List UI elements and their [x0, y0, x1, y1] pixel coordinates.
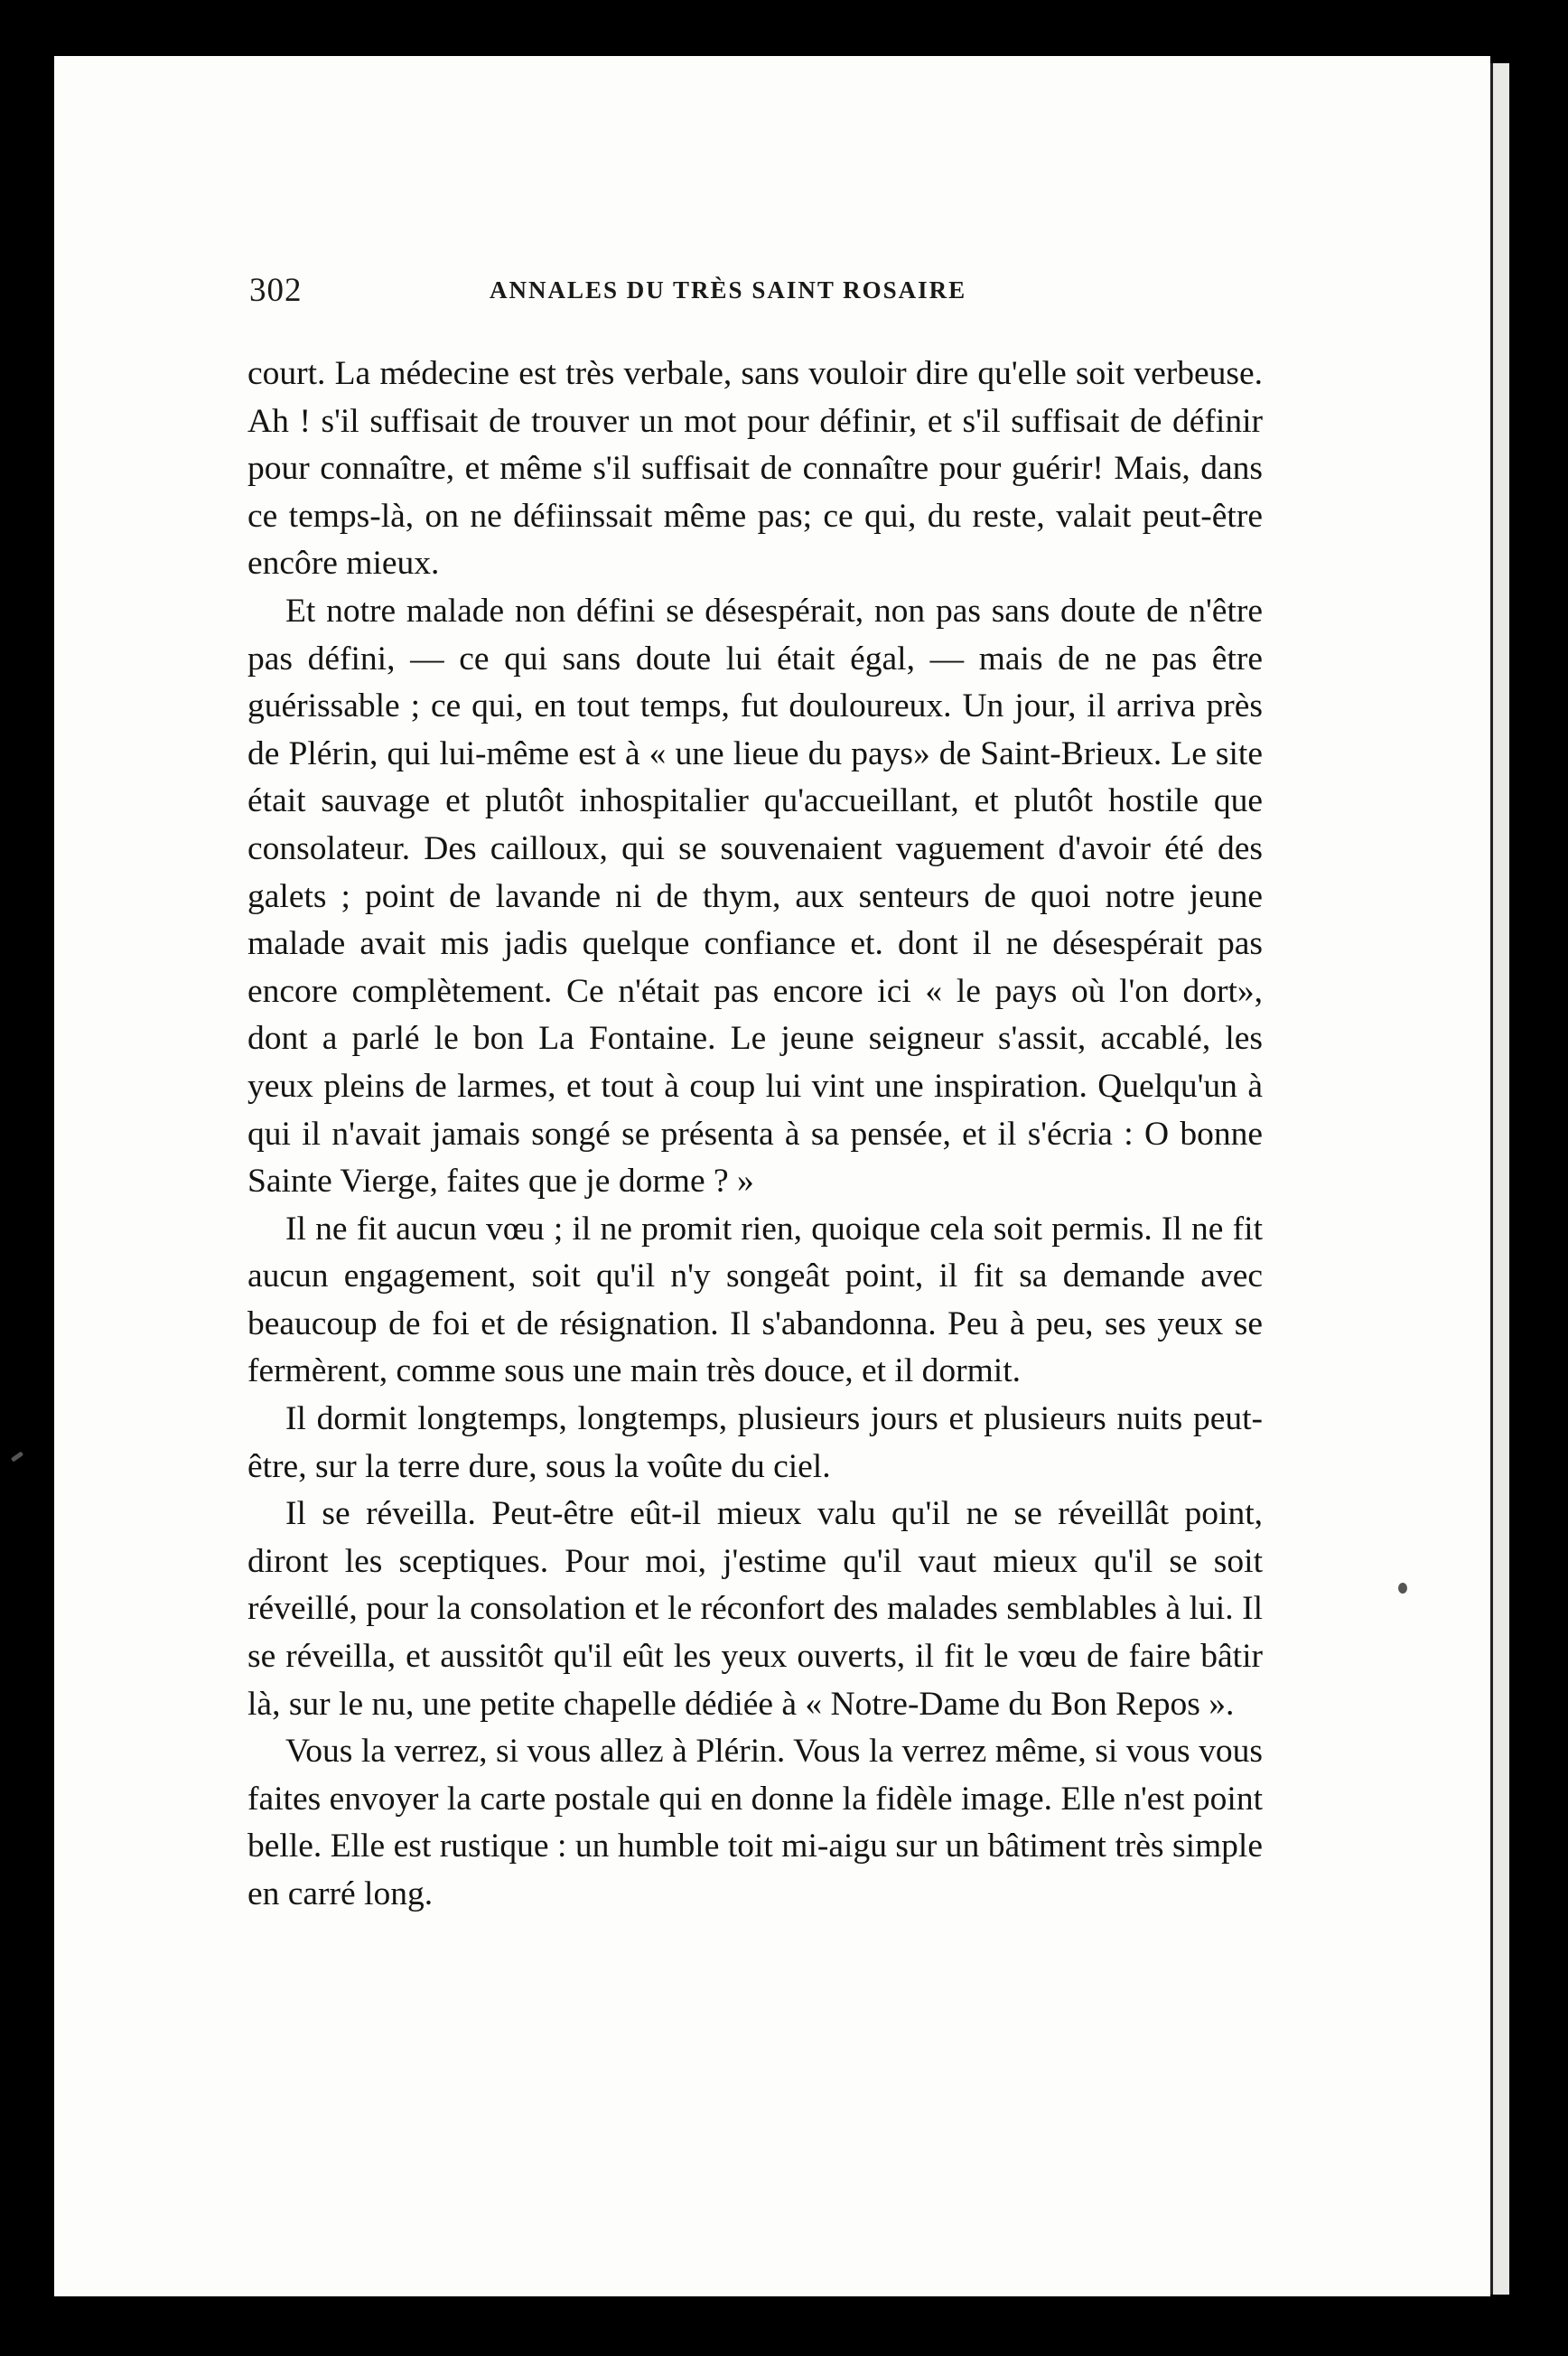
running-title: ANNALES DU TRÈS SAINT ROSAIRE: [490, 276, 967, 304]
scan-speck: [1398, 1583, 1407, 1594]
paragraph: Il se réveilla. Peut-être eût-il mieux valu qu'il ne se réveillât point, diront les sceptiques. Pour moi, j'estime qu'il vaut mieux qu'il se soit réveillé, pour la consolation et le réconfort des malades semblables à lui. Il se réveilla, et aussitôt qu'il eût les yeux ouverts, il fit le vœu de faire bâtir là, sur le nu, une petite chapelle dédiée à « Notre-Dame du Bon Repos ».: [247, 1495, 1263, 1723]
page-number: 302: [249, 272, 303, 309]
body-text: [247, 351, 1263, 1919]
paragraph: Et notre malade non défini se désespérait, non pas sans doute de n'être pas défini, — ce qui sans doute lui était égal, — mais de ne pas être guérissable ; ce qui, en tout temps, fut douloureux. Un jour, il arriva près de Plérin, qui lui-même est à « une lieue du pays» de Saint-Brieux. Le site était sauvage et plutôt inhospitalier qu'accueillant, et plutôt hostile que consolateur. Des cailloux, qui se souvenaient vaguement d'avoir été des galets ; point de lavande ni de thym, aux senteurs de quoi notre jeune malade avait mis jadis quelque confiance et. dont il ne désespérait pas encore complètement. Ce n'était pas encore ici « le pays où l'on dort», dont a parlé le bon La Fontaine. Le jeune seigneur s'assit, accablé, les yeux pleins de larmes, et tout à coup lui vint une inspiration. Quelqu'un à qui il n'avait jamais songé se présenta à sa pensée, et il s'écria : O bonne Sainte Vierge, faites que je dorme ? »: [247, 592, 1263, 1201]
next-page-edge: [1490, 63, 1509, 2295]
paragraph: Il ne fit aucun vœu ; il ne promit rien, quoique cela soit permis. Il ne fit aucun engagement, soit qu'il n'y songeât point, il fit sa demande avec beaucoup de foi et de résignation. Il s'abandonna. Peu à peu, ses yeux se fermèrent, comme sous une main très douce, et il dormit.: [247, 1210, 1263, 1390]
scan-speck: [11, 1451, 23, 1462]
paragraph: court. La médecine est très verbale, sans vouloir dire qu'elle soit verbeuse. Ah ! s'il suffisait de trouver un mot pour définir, et s'il suffisait de définir pour connaître, et même s'il suffisait de connaître pour guérir! Mais, dans ce temps-là, on ne défiinssait même pas; ce qui, du reste, valait peut-être encôre mieux.: [247, 355, 1263, 583]
paragraph: Vous la verrez, si vous allez à Plérin. Vous la verrez même, si vous vous faites envoyer la carte postale qui en donne la fidèle image. Elle n'est point belle. Elle est rustique : un humble toit mi-aigu sur un bâtiment très simple en carré long.: [247, 1733, 1263, 1912]
running-head: [249, 271, 1279, 325]
paragraph: Il dormit longtemps, longtemps, plusieurs jours et plusieurs nuits peut-être, sur la terre dure, sous la voûte du ciel.: [247, 1400, 1263, 1485]
